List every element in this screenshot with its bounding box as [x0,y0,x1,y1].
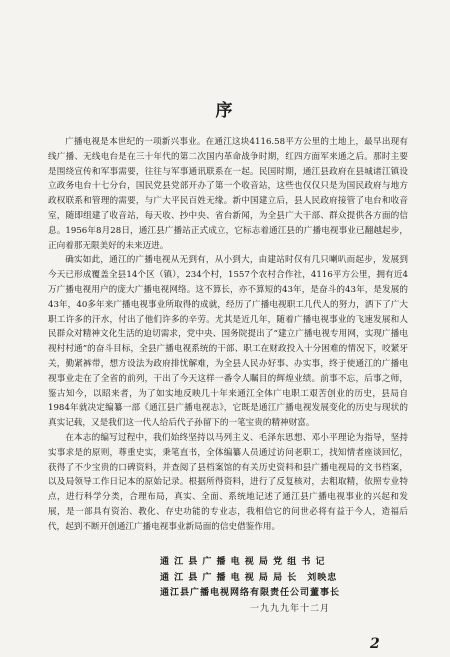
signature-title-2: 通 江 县 广 播 电 视 局 局 长 刘映忠 [160,572,338,583]
page-number: 2 [370,636,380,652]
paragraph-3: 在本志的编写过程中，我们始终坚持以马列主义、毛泽东思想、邓小平理论为指导，坚持实事求是的原则，尊重史实，秉笔直书，全体编纂人员通过访问老职工，找知情者座谈回忆，获得了不少宝贵的口碑资料，并查阅了县档案馆的有关历史资料和县广播电视局的文书档案，以及局领导工作日记本的原始记录。根据所得资料，进行了反复核对，去粗取精，依照专业特点，进行科学分类，合理布局，真实、全面、系统地记述了通江县广播电视事业的兴起和发展，是一部具有资治、教化、存史功能的专业志，我相信它的问世必将有益于今人，造福后代，起到不断开创通江广播电视事业新局面的信史借鉴作用。 [48,432,408,532]
signature-title-1: 通 江 县 广 播 电 视 局 党 组 书 记 [160,557,326,567]
paragraph-2: 确实如此，通江的广播电视从无到有，从小到大，由建站时仅有几只喇叭而起步，发展到今天已形成覆盖全县14个区（镇），234个村，1557个农村合作社，4116平方公里，拥有近4万广播电视用户的庞大广播电视网络。这不算长，亦不算短的43年，是奋斗的43年，是发展的43年，40多年来广播电视事业所取得的成就，经历了广播电视职工几代人的努力，洒下了广大职工许多的汗水，付出了他们许多的辛劳。尤其是近几年，随着广播电视事业的飞速发展和人民群众对精神文化生活的迫切需求，党中央、国务院提出了“建立广播电视专用网，实现广播电视村村通”的奋斗目标，全县广播电视系统的干部、职工在财政投入十分困难的情况下，咬紧牙关，勤紧裤带，想方设法为政府排忧解难，为全县人民办好事、办实事，终于使通江的广播电视事业走在了全省的前列，干出了今天这样一番令人瞩目的辉煌业绩。前事不忘，后事之师，鉴古知今，以昭来者，为了如实地反映几十年来通江全体广电职工艰苦创业的历史，县局自1984年就决定编纂一部《通江县广播电视志》，它既是通江广播电视发展变化的历史与现状的真实记载，又是我们这一代人给后代子孙留下的一笔宝贵的精神财富。 [48,255,408,429]
preface-body [48,135,408,535]
signature-date: 一九九九年十二月 [250,603,331,614]
paragraph-1: 广播电视是本世纪的一项新兴事业。在通江这块4116.58平方公里的土地上，最早出现有线广播、无线电台是在三十年代的第二次国内革命战争时期，红四方面军来通之后。那时主要是围绕宣传和军事需要，往往与军事通讯联系在一起。民国时期，通江县政府在县城诸江镇设立政务电台十七分台，国民党县党部开办了第一个收音站，这些也仅仅只是为国民政府与地方政权联系和管理的需要，与广大平民百姓无缘。新中国建立后，县人民政府接管了电台和收音室，随即组建了收音站，每天收、抄中央、省台新闻，为全县广大干部、群众提供各方面的信息。1956年8月28日，通江县广播站正式成立，它标志着通江县的广播电视事业已翻越起步，正向着那无限美好的未来迈进。 [48,137,408,251]
signature-block [160,555,420,617]
signature-title-3: 通江县广播电视网络有限责任公司董事长 [160,588,341,598]
page-title: 序 [215,101,235,121]
